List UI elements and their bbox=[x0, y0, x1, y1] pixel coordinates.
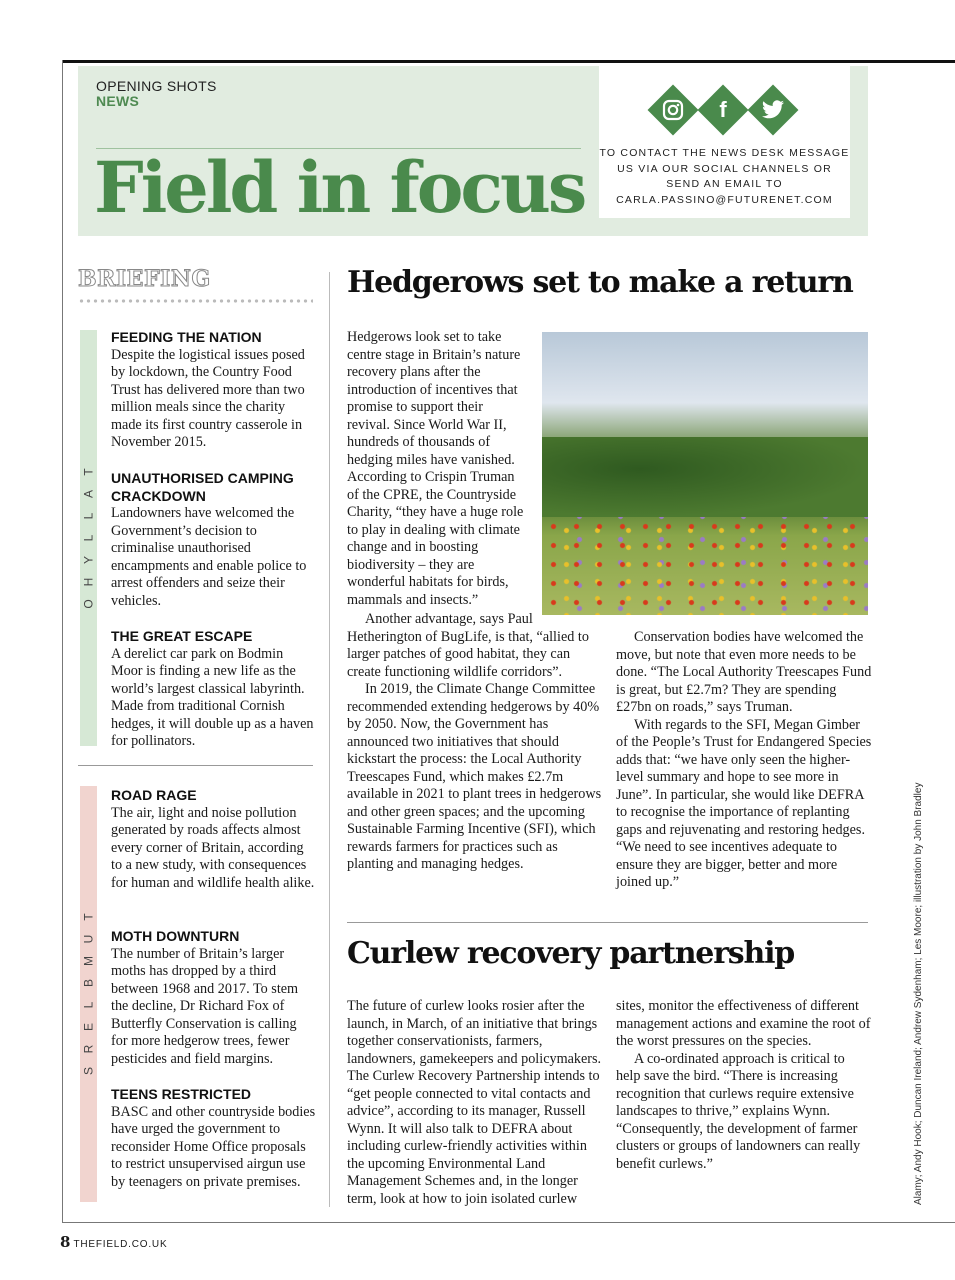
section-label bbox=[96, 79, 217, 109]
brief-title: THE GREAT ESCAPE bbox=[111, 628, 253, 644]
brief-title: TEENS RESTRICTED bbox=[111, 1086, 252, 1102]
brief-text: A derelict car park on Bodmin Moor is finding a new life as the world’s largest classical labyrinth. Made from traditional Cornish hedges, it will double up as a haven for pollinators. bbox=[111, 645, 314, 749]
brief-title: FEEDING THE NATION bbox=[111, 329, 262, 345]
social-icons bbox=[649, 86, 801, 146]
photo-credits: Alamy; Andy Hook; Duncan Ireland; Andrew Sydenham; Les Moore; illustration by John Bradley bbox=[913, 782, 924, 1205]
contact-text: TO CONTACT THE NEWS DESK MESSAGE US VIA OUR SOCIAL CHANNELS OR SEND AN EMAIL TO CARLA.PASSINO@FUTURENET.COM bbox=[599, 147, 850, 206]
hedgerows-headline: Hedgerows set to make a return bbox=[347, 265, 853, 300]
briefing-heading: BRIEFING bbox=[78, 266, 211, 292]
top-rule bbox=[62, 60, 955, 63]
hedgerows-intro bbox=[347, 329, 529, 609]
hedgerows-column-1 bbox=[347, 611, 602, 874]
brief-text: Landowners have welcomed the Government’s decision to criminalise unauthorised encampments and enable police to arrest offenders and seize their vehicles. bbox=[111, 505, 307, 609]
photo-hedge bbox=[542, 437, 868, 517]
tumblers-label: T U M B L E R S bbox=[81, 913, 96, 1076]
page-title: Field in focus bbox=[94, 146, 585, 229]
brief-text: The air, light and noise pollution generated by roads affects almost every corner of Britain, according to a new study, with consequences for human and wildlife health alike. bbox=[111, 804, 315, 891]
left-rule bbox=[62, 60, 63, 1223]
hedgerows-paragraph-2: Another advantage, says Paul Hetherington of BugLife, is that, “allied to larger patches of good habitat, they can create functioning wildlife corridors”. bbox=[347, 611, 589, 680]
photo-wildflowers bbox=[542, 517, 868, 615]
contact-box bbox=[599, 66, 850, 218]
curlew-paragraph-1-continued: sites, monitor the effectiveness of different management actions and examine the root of the worst pressures on the species. bbox=[616, 998, 871, 1049]
facebook-icon[interactable]: f bbox=[719, 97, 727, 122]
hedgerows-column-2 bbox=[616, 629, 872, 892]
briefing-divider bbox=[78, 765, 313, 766]
curlew-paragraph-2: A co-ordinated approach is critical to help save the bird. “There is increasing recognition that curlews require extensive landscapes to thrive,” explains Wynn. “Consequently, the development of farmer clusters or groups of landowners can really benefit curlews.” bbox=[616, 1050, 861, 1172]
brief-unauthorised-camping bbox=[111, 470, 316, 610]
brief-text: Despite the logistical issues posed by lockdown, the Country Food Trust has delivered more than two million meals since the charity made its first country casserole in November 2015. bbox=[111, 346, 305, 450]
brief-the-great-escape bbox=[111, 628, 316, 751]
brief-feeding-the-nation bbox=[111, 329, 316, 452]
curlew-paragraph-1: The future of curlew looks rosier after the launch, in March, of an initiative that brings together conservationists, farmers, landowners, gamekeepers and policymakers. The Curlew Recovery Partnership intends to “get people connected to vital contacts and advice”, according to its manager, Russell Wynn. It will also talk to DEFRA about including curlew-friendly activities within the upcoming Environmental Land Management Schemes and, in the longer term, look at how to join isolated curlew bbox=[347, 998, 602, 1207]
brief-text: BASC and other countryside bodies have urged the government to reconsider Home Office proposals to restrict unsupervised airgun use by teenagers on private premises. bbox=[111, 1103, 316, 1190]
section-name: OPENING SHOTS bbox=[96, 78, 217, 94]
brief-text: The number of Britain’s larger moths has dropped by a third between 1968 and 2017. To stem the decline, Dr Richard Fox of Butterfly Conservation is calling for more hedgerow trees, fewer pesticides and field margins. bbox=[111, 945, 299, 1067]
hedgerow-photo bbox=[542, 332, 868, 615]
website: THEFIELD.CO.UK bbox=[73, 1239, 168, 1250]
brief-teens-restricted bbox=[111, 1086, 316, 1191]
hedgerows-paragraph-4: Conservation bodies have welcomed the move, but note that even more needs to be done. “The Local Authority Treescapes Fund is great, but £2.7m? They are spending £27bn on roads,” says Truman. bbox=[616, 629, 872, 715]
curlew-headline: Curlew recovery partnership bbox=[347, 936, 795, 971]
brief-title: ROAD RAGE bbox=[111, 787, 197, 803]
tally-ho-label: T A L L Y H O bbox=[81, 468, 96, 609]
page-number: 8 bbox=[60, 1233, 71, 1251]
hedgerows-paragraph-1: Hedgerows look set to take centre stage in Britain’s nature recovery plans after the introduction of incentives that promise to support their revival. Since World War II, hundreds of thousands of hedging miles have vanished. According to Crispin Truman of the CPRE, the Countryside Charity, “they have a huge role to play in dealing with climate change and in boosting biodiversity – they are wonderful habitats for birds, mammals and insects.” bbox=[347, 329, 524, 608]
briefing-dots bbox=[78, 297, 313, 305]
subsection-name: NEWS bbox=[96, 93, 140, 109]
brief-road-rage bbox=[111, 787, 316, 892]
curlew-column-2 bbox=[616, 998, 872, 1173]
instagram-icon[interactable] bbox=[649, 96, 697, 124]
bottom-rule bbox=[62, 1222, 955, 1223]
hedgerows-paragraph-3: In 2019, the Climate Change Committee recommended extending hedgerows by 40% by 2050. Now, the Government has announced two initiatives that should kickstart the process: the Local Authority Treescapes Fund, which makes £2.7m available in 2021 to plant trees in hedgerows and other green spaces; and the upcoming Sustainable Farming Incentive (SFI), which rewards farmers for practices such as planting and managing hedges. bbox=[347, 681, 602, 872]
brief-title: UNAUTHORISED CAMPING CRACKDOWN bbox=[111, 470, 294, 504]
twitter-icon[interactable] bbox=[749, 96, 797, 124]
brief-title: MOTH DOWNTURN bbox=[111, 928, 240, 944]
column-separator bbox=[329, 272, 330, 1207]
page-header bbox=[78, 66, 868, 236]
hedgerows-paragraph-5: With regards to the SFI, Megan Gimber of the People’s Trust for Endangered Species adds that: “we have only seen the higher-level summary and hope to see more in June”. In particular, she would like DEFRA to recognise the importance of replanting gaps and rejuvenating and restoring hedges. “We need to see incentives adequate to ensure they are bigger, better and more joined up.” bbox=[616, 716, 872, 890]
article-divider bbox=[347, 922, 868, 923]
brief-moth-downturn bbox=[111, 928, 316, 1068]
page-footer bbox=[60, 1233, 167, 1252]
curlew-column-1 bbox=[347, 998, 602, 1210]
